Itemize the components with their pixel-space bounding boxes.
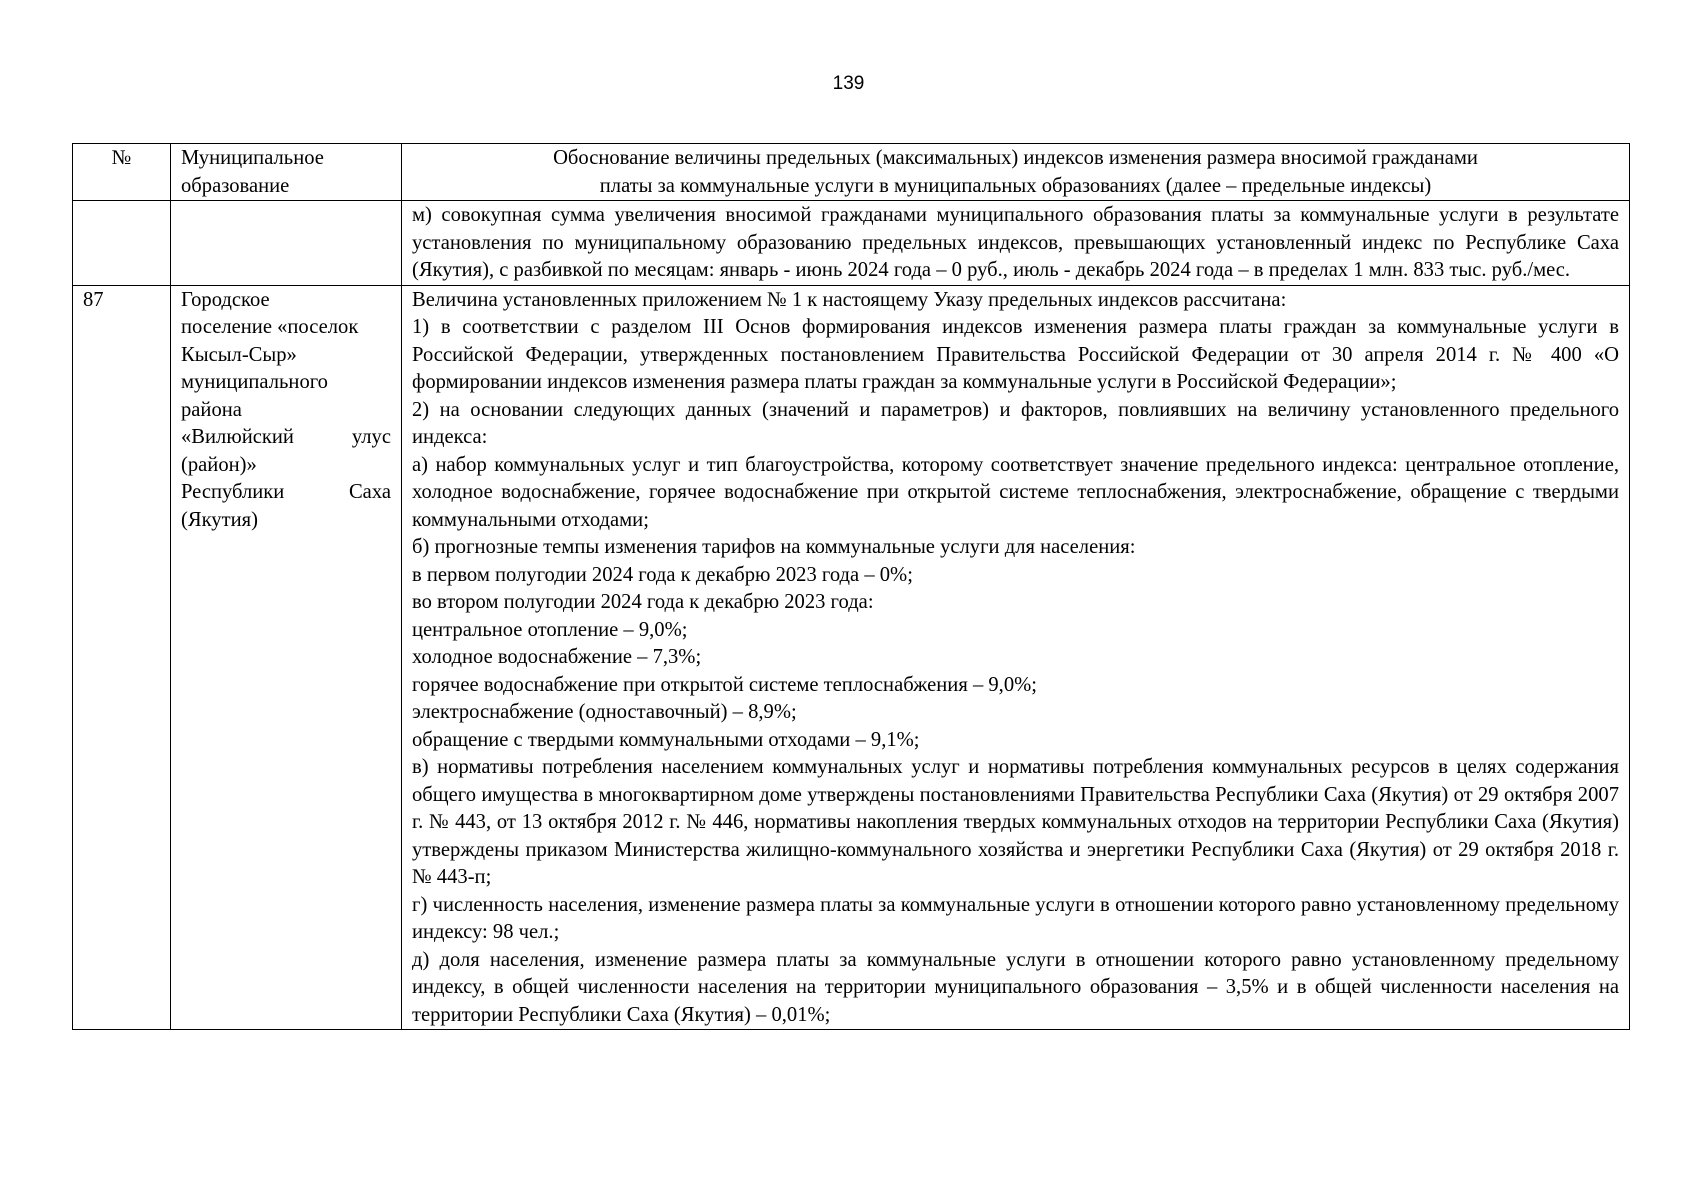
paragraph: в) нормативы потребления населением коммунальных услуг и нормативы потребления коммунальных ресурсов в целях содержания общего имущества в многоквартирном доме утверждены постановлениями Правительства Республики Саха (Якутия) от 29 октября 2007 г. № 443, от 13 октября 2012 г. № 446, нормативы накопления твердых коммунальных отходов на территории Республики Саха (Якутия) утверждены приказом Министерства жилищно-коммунального хозяйства и энергетики Республики Саха (Якутия) от 29 октября 2018 г. № 443-п; bbox=[412, 756, 1619, 888]
table-header-row bbox=[73, 144, 1630, 201]
header-municipality: Муниципальное образование bbox=[171, 144, 402, 201]
paragraph: центральное отопление – 9,0%; bbox=[412, 618, 688, 641]
paragraph: Величина установленных приложением № 1 к настоящему Указу предельных индексов рассчитана: bbox=[412, 288, 1287, 311]
paragraph: холодное водоснабжение – 7,3%; bbox=[412, 646, 702, 668]
municipality-line: района bbox=[181, 398, 242, 421]
header-justification-line2: платы за коммунальные услуги в муниципальных образованиях (далее – предельные индексы) bbox=[599, 174, 1432, 197]
municipality-line: Городское bbox=[181, 288, 270, 311]
paragraph: б) прогнозные темпы изменения тарифов на коммунальные услуги для населения: bbox=[412, 536, 1136, 558]
paragraph: во втором полугодии 2024 года к декабрю 2023 года: bbox=[412, 591, 874, 613]
table-row-87 bbox=[73, 285, 1630, 1030]
paragraph: обращение с твердыми коммунальными отходами – 9,1%; bbox=[412, 728, 920, 751]
municipality-line: Кысыл-Сыр» bbox=[181, 343, 297, 366]
cell-number-empty bbox=[73, 201, 171, 286]
municipality-line: Республики Саха bbox=[181, 481, 391, 503]
municipality-line: (Якутия) bbox=[181, 508, 258, 531]
paragraph: а) набор коммунальных услуг и тип благоустройства, которому соответствует значение предельного индекса: центральное отопление, холодное водоснабжение, горячее водоснабжение при открытой системе теплоснабжения, электроснабжение, обращение с твердыми коммунальными отходами; bbox=[412, 453, 1619, 531]
paragraph: электроснабжение (одноставочный) – 8,9%; bbox=[412, 701, 797, 723]
cell-justification-continuation bbox=[402, 201, 1630, 286]
municipality-line: (район)» bbox=[181, 453, 257, 476]
municipality-line: поселение «поселок bbox=[181, 316, 359, 338]
paragraph: 2) на основании следующих данных (значений и параметров) и факторов, повлиявших на величину установленного предельного индекса: bbox=[412, 398, 1619, 448]
cell-number-87: 87 bbox=[73, 285, 171, 1030]
header-number: № bbox=[73, 144, 171, 201]
paragraph: д) доля населения, изменение размера платы за коммунальные услуги в отношении которого равно установленному предельному индексу, в общей численности населения на территории муниципального образования – 3,5% и в общей численности населения на территории Республики Саха (Якутия) – 0,01%; bbox=[412, 948, 1619, 1026]
cell-justification-87 bbox=[402, 285, 1630, 1030]
header-justification bbox=[402, 144, 1630, 201]
cell-municipality-empty bbox=[171, 201, 402, 286]
municipality-line: муниципального bbox=[181, 371, 328, 393]
paragraph-m: м) совокупная сумма увеличения вносимой гражданами муниципального образования платы за коммунальные услуги в результате установления по муниципальному образованию предельных индексов, превышающих установленный индекс по Республике Саха (Якутия), с разбивкой по месяцам: январь - июнь 2024 года – 0 руб., июль - декабрь 2024 года – в пределах 1 млн. 833 тыс. руб./мес. bbox=[412, 204, 1619, 281]
municipality-line: «Вилюйский улус bbox=[181, 426, 391, 448]
header-justification-line1: Обоснование величины предельных (максимальных) индексов изменения размера вносимой гражданами bbox=[553, 147, 1478, 169]
cell-municipality-87 bbox=[171, 285, 402, 1030]
paragraph: в первом полугодии 2024 года к декабрю 2023 года – 0%; bbox=[412, 563, 913, 586]
page-number: 139 bbox=[832, 73, 865, 94]
paragraph: 1) в соответствии с разделом III Основ формирования индексов изменения размера платы граждан за коммунальные услуги в Российской Федерации, утвержденных постановлением Правительства Российской Федерации от 30 апреля 2014 г. № 400 «О формировании индексов изменения размера платы граждан за коммунальные услуги в Российской Федерации»; bbox=[412, 316, 1619, 393]
paragraph: г) численность населения, изменение размера платы за коммунальные услуги в отношении которого равно установленному предельному индексу: 98 чел.; bbox=[412, 893, 1619, 943]
indices-table bbox=[72, 143, 1630, 1030]
paragraph: горячее водоснабжение при открытой системе теплоснабжения – 9,0%; bbox=[412, 673, 1038, 696]
table-row-continuation bbox=[73, 201, 1630, 286]
